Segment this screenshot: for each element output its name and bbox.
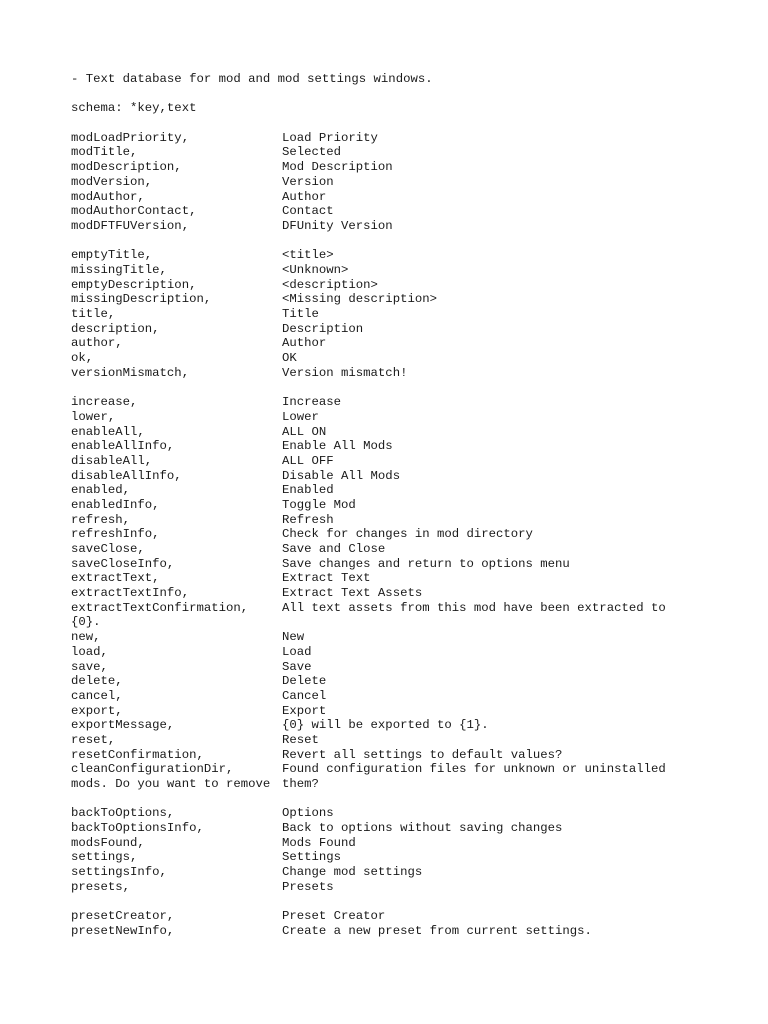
entry-key: modVersion,	[71, 174, 153, 189]
entry-value: All text assets from this mod have been extracted to	[282, 600, 666, 615]
entry-section	[71, 131, 711, 234]
entry-key: load,	[71, 644, 108, 659]
entry-row	[71, 454, 711, 469]
entry-value: Version	[282, 174, 334, 189]
entry-key: author,	[71, 336, 123, 351]
entry-value: Increase	[282, 395, 342, 410]
entry-value: Save and Close	[282, 542, 386, 556]
entry-value: Enable All Mods	[282, 439, 393, 454]
entry-row	[71, 748, 711, 763]
entry-key: settingsInfo,	[71, 865, 167, 880]
entry-row	[71, 190, 711, 205]
entry-row	[71, 175, 711, 190]
entry-key: missingTitle,	[71, 262, 167, 277]
entry-key: modDescription,	[71, 160, 182, 175]
entry-key: modsFound,	[71, 835, 145, 850]
entry-section	[71, 395, 711, 792]
entry-row	[71, 527, 711, 542]
blank-line	[71, 87, 711, 102]
entry-value: Description	[282, 321, 364, 336]
entry-value: {0} will be exported to {1}.	[282, 718, 489, 733]
entry-row	[71, 513, 711, 528]
entry-value: Preset Creator	[282, 909, 386, 924]
entry-row	[71, 160, 711, 175]
entry-row	[71, 351, 711, 366]
entry-row	[71, 718, 711, 733]
entry-key: extractTextInfo,	[71, 586, 190, 601]
entry-value: Delete	[282, 674, 327, 689]
entry-key: refresh,	[71, 512, 131, 527]
entry-value: Export	[282, 703, 327, 718]
entry-key: resetConfirmation,	[71, 747, 204, 762]
entry-key: ok,	[71, 351, 94, 366]
entry-key: title,	[71, 307, 116, 321]
entry-row	[71, 395, 711, 410]
entry-row	[71, 439, 711, 454]
entry-row	[71, 645, 711, 660]
entry-value	[282, 615, 711, 630]
entry-key: disableAll,	[71, 453, 153, 468]
entry-row	[71, 865, 711, 880]
entry-value: Change mod settings	[282, 865, 423, 880]
entry-value: ALL OFF	[282, 453, 334, 468]
entry-value: Mods Found	[282, 835, 356, 850]
entry-value: <Missing description>	[282, 292, 437, 307]
entry-value: Found configuration files for unknown or uninstalled	[282, 762, 666, 777]
entry-row	[71, 615, 711, 630]
entry-value: Options	[282, 806, 334, 821]
entry-row	[71, 689, 711, 704]
entry-value: Load	[282, 644, 312, 659]
entry-key: emptyTitle,	[71, 248, 153, 263]
entry-row	[71, 924, 711, 939]
entry-value: Back to options without saving changes	[282, 821, 563, 836]
entry-row	[71, 263, 711, 278]
entry-row	[71, 586, 711, 601]
entry-value: OK	[282, 351, 297, 366]
entry-row	[71, 219, 711, 234]
entry-key: modTitle,	[71, 145, 138, 160]
entry-row	[71, 322, 711, 337]
entry-value: Refresh	[282, 512, 334, 527]
entry-key: enableAllInfo,	[71, 439, 175, 454]
entry-row	[71, 145, 711, 160]
entry-key: settings,	[71, 850, 138, 865]
entry-value: Save	[282, 659, 312, 674]
entry-key: presetNewInfo,	[71, 923, 175, 938]
entry-key: enabled,	[71, 483, 131, 498]
entry-key: export,	[71, 703, 123, 718]
entry-row	[71, 630, 711, 645]
entry-key: saveCloseInfo,	[71, 556, 175, 571]
entry-key: extractText,	[71, 571, 160, 586]
entry-key: cleanConfigurationDir,	[71, 762, 234, 777]
entry-key: exportMessage,	[71, 718, 175, 733]
entry-value: New	[282, 630, 305, 645]
entry-value: Extract Text Assets	[282, 586, 423, 601]
entry-value: <description>	[282, 277, 378, 292]
entry-row	[71, 248, 711, 263]
entries-container	[71, 131, 711, 939]
entry-key: refreshInfo,	[71, 527, 160, 542]
entry-value: Create a new preset from current settings.	[282, 923, 592, 938]
entry-key: cancel,	[71, 688, 123, 703]
entry-row	[71, 777, 711, 792]
entry-value: Presets	[282, 879, 334, 894]
entry-value: Lower	[282, 409, 319, 424]
entry-value: Reset	[282, 732, 319, 747]
entry-value: Title	[282, 307, 319, 321]
entry-value: Disable All Mods	[282, 468, 401, 483]
entry-section	[71, 248, 711, 380]
entry-key: versionMismatch,	[71, 365, 190, 380]
entry-key: save,	[71, 659, 108, 674]
entry-value: Cancel	[282, 688, 327, 703]
entry-row	[71, 806, 711, 821]
blank-line	[71, 116, 711, 131]
entry-row	[71, 292, 711, 307]
entry-value: Revert all settings to default values?	[282, 747, 563, 762]
entry-value: <Unknown>	[282, 262, 349, 277]
entry-value: Selected	[282, 145, 342, 160]
entry-row	[71, 733, 711, 748]
entry-key: saveClose,	[71, 542, 145, 556]
entry-row	[71, 307, 711, 322]
entry-value: Author	[282, 336, 327, 351]
entry-row	[71, 660, 711, 675]
entry-row	[71, 336, 711, 351]
entry-key: presetCreator,	[71, 909, 175, 924]
entry-key: backToOptionsInfo,	[71, 821, 204, 836]
entry-key: backToOptions,	[71, 806, 175, 821]
entry-section	[71, 909, 711, 938]
entry-row	[71, 704, 711, 719]
entry-value: Author	[282, 189, 327, 204]
entry-key: enableAll,	[71, 424, 145, 439]
entry-row	[71, 278, 711, 293]
blank-line	[71, 792, 711, 807]
entry-value: Load Priority	[282, 130, 378, 145]
entry-row	[71, 498, 711, 513]
entry-key: presets,	[71, 879, 131, 894]
entry-section	[71, 806, 711, 894]
entry-value: ALL ON	[282, 424, 327, 439]
entry-row	[71, 131, 711, 146]
entry-row	[71, 880, 711, 895]
entry-key: extractTextConfirmation,	[71, 600, 249, 615]
entry-key: description,	[71, 321, 160, 336]
entry-row	[71, 571, 711, 586]
entry-row	[71, 469, 711, 484]
entry-value: Extract Text	[282, 571, 371, 586]
entry-value: Version mismatch!	[282, 365, 408, 380]
entry-row	[71, 909, 711, 924]
entry-key: modDFTFUVersion,	[71, 218, 190, 233]
entry-row	[71, 762, 711, 777]
entry-key: increase,	[71, 395, 138, 410]
entry-key: mods. Do you want to remove	[71, 777, 271, 791]
entry-key: new,	[71, 630, 101, 645]
entry-row	[71, 850, 711, 865]
entry-value: Mod Description	[282, 160, 393, 175]
entry-row	[71, 557, 711, 572]
entry-value: them?	[282, 777, 319, 791]
entry-value: DFUnity Version	[282, 218, 393, 233]
entry-value: <title>	[282, 248, 334, 263]
entry-row	[71, 542, 711, 557]
entry-row	[71, 836, 711, 851]
entry-key: {0}.	[71, 615, 101, 630]
entry-key: modAuthor,	[71, 189, 145, 204]
entry-row	[71, 366, 711, 381]
schema-line: schema: *key,text	[71, 101, 197, 116]
entry-key: emptyDescription,	[71, 277, 197, 292]
entry-key: missingDescription,	[71, 292, 212, 307]
entry-value: Contact	[282, 204, 334, 219]
entry-value: Check for changes in mod directory	[282, 527, 533, 542]
entry-row	[71, 601, 711, 616]
blank-line	[71, 895, 711, 910]
entry-row	[71, 821, 711, 836]
entry-row	[71, 410, 711, 425]
entry-value: Settings	[282, 850, 342, 865]
entry-key: delete,	[71, 674, 123, 689]
entry-row	[71, 674, 711, 689]
entry-key: modAuthorContact,	[71, 204, 197, 219]
entry-key: lower,	[71, 409, 116, 424]
blank-line	[71, 234, 711, 249]
blank-line	[71, 380, 711, 395]
entry-value: Enabled	[282, 483, 334, 498]
entry-value: Save changes and return to options menu	[282, 556, 570, 571]
document-header: - Text database for mod and mod settings windows.	[71, 72, 433, 86]
entry-row	[71, 425, 711, 440]
entry-key: enabledInfo,	[71, 497, 160, 512]
text-database-document	[71, 72, 711, 939]
entry-key: modLoadPriority,	[71, 130, 190, 145]
entry-value: Toggle Mod	[282, 497, 356, 512]
entry-row	[71, 483, 711, 498]
entry-row	[71, 204, 711, 219]
entry-key: disableAllInfo,	[71, 468, 182, 483]
entry-key: reset,	[71, 732, 116, 747]
